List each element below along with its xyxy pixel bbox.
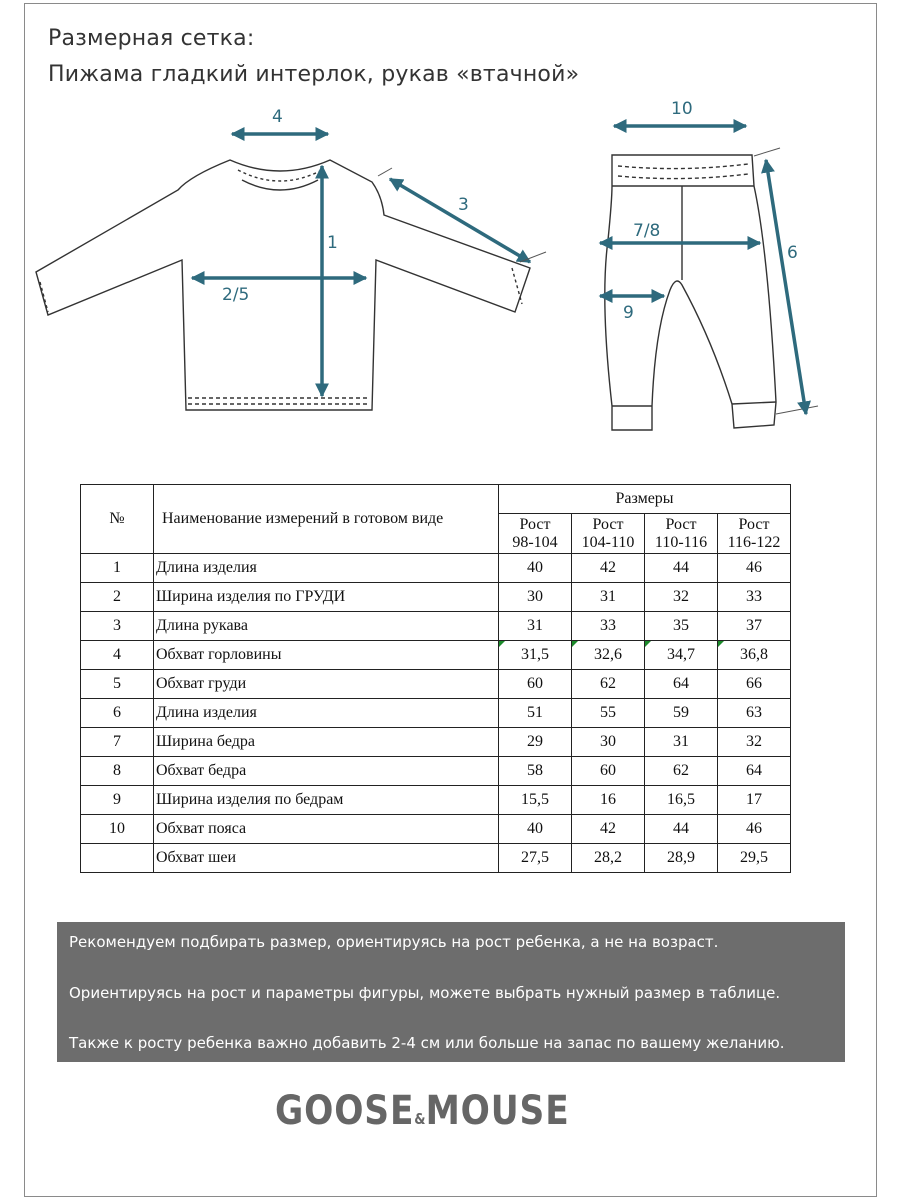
size-header-cell bbox=[499, 514, 572, 554]
size-header-label: Рост bbox=[592, 515, 624, 533]
table-body bbox=[81, 554, 791, 873]
size-value: 16,5 bbox=[645, 786, 718, 815]
size-value: 64 bbox=[718, 757, 791, 786]
size-value: 40 bbox=[499, 815, 572, 844]
table-row bbox=[81, 612, 791, 641]
pants-outline bbox=[605, 155, 776, 430]
size-value: 31 bbox=[499, 612, 572, 641]
row-number: 6 bbox=[81, 699, 154, 728]
size-value: 64 bbox=[645, 670, 718, 699]
row-number: 8 bbox=[81, 757, 154, 786]
size-header-label: Рост bbox=[519, 515, 551, 533]
size-header-label: Рост bbox=[665, 515, 697, 533]
measurement-name: Ширина бедра bbox=[154, 728, 499, 757]
label-10: 10 bbox=[671, 99, 693, 119]
size-value: 46 bbox=[718, 815, 791, 844]
size-value: 29 bbox=[499, 728, 572, 757]
page-title: Размерная сетка: bbox=[48, 26, 255, 51]
size-header-range: 104-110 bbox=[581, 533, 635, 551]
table-row bbox=[81, 757, 791, 786]
size-value: 32 bbox=[718, 728, 791, 757]
size-value: 17 bbox=[718, 786, 791, 815]
size-value: 66 bbox=[718, 670, 791, 699]
size-value: 16 bbox=[572, 786, 645, 815]
table-row bbox=[81, 670, 791, 699]
size-value: 33 bbox=[718, 583, 791, 612]
size-value: 32 bbox=[645, 583, 718, 612]
size-value: 27,5 bbox=[499, 844, 572, 873]
table-row bbox=[81, 844, 791, 873]
header-number: № bbox=[81, 485, 154, 554]
table-row bbox=[81, 728, 791, 757]
brand-part-2: MOUSE bbox=[425, 1088, 570, 1134]
measurement-name: Обхват шеи bbox=[154, 844, 499, 873]
size-value: 29,5 bbox=[718, 844, 791, 873]
size-value: 60 bbox=[499, 670, 572, 699]
size-value: 28,2 bbox=[572, 844, 645, 873]
row-number: 2 bbox=[81, 583, 154, 612]
size-value: 55 bbox=[572, 699, 645, 728]
size-value: 46 bbox=[718, 554, 791, 583]
size-value: 30 bbox=[572, 728, 645, 757]
row-number: 10 bbox=[81, 815, 154, 844]
table-row bbox=[81, 641, 791, 670]
size-value: 30 bbox=[499, 583, 572, 612]
size-value: 33 bbox=[572, 612, 645, 641]
row-number: 4 bbox=[81, 641, 154, 670]
size-value: 62 bbox=[572, 670, 645, 699]
size-value: 34,7 bbox=[645, 641, 718, 670]
size-value: 32,6 bbox=[572, 641, 645, 670]
table-row bbox=[81, 786, 791, 815]
label-6: 6 bbox=[787, 243, 798, 263]
size-value: 44 bbox=[645, 554, 718, 583]
header-measurement-name: Наименование измерений в готовом виде bbox=[154, 485, 499, 554]
row-number: 5 bbox=[81, 670, 154, 699]
size-value: 59 bbox=[645, 699, 718, 728]
measurement-name: Обхват бедра bbox=[154, 757, 499, 786]
size-value: 42 bbox=[572, 554, 645, 583]
measurement-name: Ширина изделия по ГРУДИ bbox=[154, 583, 499, 612]
size-header-cell bbox=[645, 514, 718, 554]
row-number: 7 bbox=[81, 728, 154, 757]
pants-diagram bbox=[0, 0, 900, 450]
table-row bbox=[81, 583, 791, 612]
row-number: 3 bbox=[81, 612, 154, 641]
arrow-6 bbox=[766, 160, 806, 414]
label-3: 3 bbox=[458, 195, 469, 215]
table-row bbox=[81, 554, 791, 583]
brand-part-1: GOOSE bbox=[275, 1088, 415, 1134]
size-value: 58 bbox=[499, 757, 572, 786]
measurement-name: Обхват горловины bbox=[154, 641, 499, 670]
size-header-cell bbox=[572, 514, 645, 554]
size-value: 28,9 bbox=[645, 844, 718, 873]
size-value: 40 bbox=[499, 554, 572, 583]
row-number bbox=[81, 844, 154, 873]
size-value: 42 bbox=[572, 815, 645, 844]
note-line-2: Ориентируясь на рост и параметры фигуры, можете выбрать нужный размер в таблице. bbox=[69, 984, 781, 1002]
table-row bbox=[81, 699, 791, 728]
size-value: 60 bbox=[572, 757, 645, 786]
size-value: 36,8 bbox=[718, 641, 791, 670]
size-value: 31 bbox=[572, 583, 645, 612]
recommendation-panel bbox=[57, 922, 845, 1062]
size-value: 62 bbox=[645, 757, 718, 786]
measurement-name: Длина изделия bbox=[154, 699, 499, 728]
note-line-1: Рекомендуем подбирать размер, ориентируясь на рост ребенка, а не на возраст. bbox=[69, 933, 719, 951]
label-1: 1 bbox=[327, 233, 338, 253]
product-subtitle: Пижама гладкий интерлок, рукав «втачной» bbox=[48, 62, 580, 87]
size-value: 31,5 bbox=[499, 641, 572, 670]
measurement-name: Ширина изделия по бедрам bbox=[154, 786, 499, 815]
measurement-name: Обхват груди bbox=[154, 670, 499, 699]
size-value: 44 bbox=[645, 815, 718, 844]
row-number: 9 bbox=[81, 786, 154, 815]
label-2-5: 2/5 bbox=[222, 285, 250, 305]
measurement-name: Обхват пояса bbox=[154, 815, 499, 844]
label-4: 4 bbox=[272, 107, 283, 127]
size-header-label: Рост bbox=[738, 515, 770, 533]
note-line-3: Также к росту ребенка важно добавить 2-4 см или больше на запас по вашему желанию. bbox=[69, 1034, 785, 1052]
brand-logo bbox=[275, 1088, 570, 1134]
size-value: 31 bbox=[645, 728, 718, 757]
size-value: 37 bbox=[718, 612, 791, 641]
header-sizes: Размеры bbox=[499, 485, 791, 514]
measurement-name: Длина рукава bbox=[154, 612, 499, 641]
row-number: 1 bbox=[81, 554, 154, 583]
size-header-range: 116-122 bbox=[727, 533, 781, 551]
label-7-8: 7/8 bbox=[633, 221, 661, 241]
size-value: 15,5 bbox=[499, 786, 572, 815]
size-value: 35 bbox=[645, 612, 718, 641]
size-header-range: 110-116 bbox=[654, 533, 708, 551]
size-header-range: 98-104 bbox=[512, 533, 558, 551]
measurement-name: Длина изделия bbox=[154, 554, 499, 583]
size-value: 63 bbox=[718, 699, 791, 728]
size-header-cell bbox=[718, 514, 791, 554]
table-row bbox=[81, 815, 791, 844]
size-value: 51 bbox=[499, 699, 572, 728]
size-table bbox=[80, 484, 791, 873]
brand-amp: & bbox=[414, 1110, 426, 1128]
label-9: 9 bbox=[623, 303, 634, 323]
